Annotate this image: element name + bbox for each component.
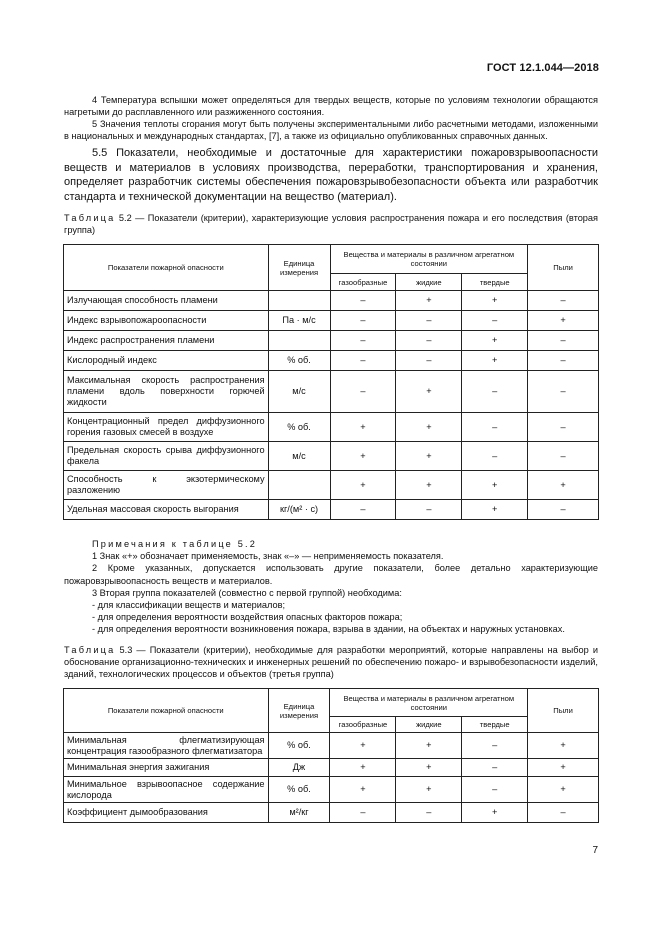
header-dust: Пыли <box>528 689 599 733</box>
unit-cell <box>268 291 330 311</box>
note-3-item: - для определения вероятности возникновения пожара, взрыва в здании, на объектах и наружных установках. <box>92 624 565 635</box>
paragraph-5-5: 5.5 Показатели, необходимые и достаточные для характеристики пожаровзрывоопасности веществ и материалов в условиях производства, переработки, транспортирования и хранения, определяет разработчик системы обеспечения пожаровзрывобезопасности объекта или разработчик стандарта и технической документации на вещество (материал). <box>64 147 598 203</box>
value-cell: + <box>330 733 396 759</box>
value-cell: + <box>330 759 396 777</box>
caption-text: 5.2 — Показатели (критерии), характеризующие условия распространения пожара и его последствия (вторая группа) <box>64 213 598 235</box>
value-cell: – <box>528 442 599 471</box>
value-cell: + <box>528 777 599 803</box>
note-4: 4 Температура вспышки может определяться для твердых веществ, которые по условиям технологии обращаются нагретыми до расплавленного или разжиженного состояния. <box>64 95 598 118</box>
indicator-cell: Концентрационный предел диффузионного горения газовых смесей в воздухе <box>64 413 269 442</box>
table-row <box>64 351 599 371</box>
header-indicator: Показатели пожарной опасности <box>64 245 269 291</box>
unit-cell <box>268 331 330 351</box>
indicator-cell: Минимальное взрывоопасное содержание кислорода <box>64 777 269 803</box>
value-cell: + <box>528 733 599 759</box>
table-5-2-caption <box>64 212 598 236</box>
table-row <box>64 311 599 331</box>
document-header: ГОСТ 12.1.044—2018 <box>486 62 599 74</box>
value-cell: – <box>528 500 599 520</box>
table-5-2 <box>63 244 599 520</box>
note-3-item: - для определения вероятности воздействия опасных факторов пожара; <box>92 612 403 623</box>
header-indicator: Показатели пожарной опасности <box>64 689 269 733</box>
value-cell: + <box>330 413 396 442</box>
value-cell: + <box>462 351 528 371</box>
header-solid: твердые <box>462 717 528 733</box>
unit-cell: м/с <box>268 371 330 413</box>
value-cell: + <box>462 803 528 823</box>
value-cell: + <box>528 311 599 331</box>
value-cell: – <box>330 331 396 351</box>
value-cell: – <box>330 803 396 823</box>
unit-cell: % об. <box>268 413 330 442</box>
indicator-cell: Излучающая способность пламени <box>64 291 269 311</box>
value-cell: – <box>462 733 528 759</box>
value-cell: – <box>462 759 528 777</box>
notes-5-2 <box>64 538 598 636</box>
value-cell: – <box>462 413 528 442</box>
value-cell: – <box>330 351 396 371</box>
unit-cell: м²/кг <box>268 803 330 823</box>
note-3-item: - для классификации веществ и материалов; <box>92 600 286 611</box>
value-cell: – <box>462 777 528 803</box>
notes-title: Примечания к таблице 5.2 <box>92 539 258 549</box>
value-cell: + <box>528 471 599 500</box>
header-dust: Пыли <box>528 245 599 291</box>
header-gas: газообразные <box>330 274 396 291</box>
indicator-cell: Минимальная энергия зажигания <box>64 759 269 777</box>
table-row <box>64 500 599 520</box>
value-cell: – <box>396 500 462 520</box>
unit-cell: % об. <box>268 733 330 759</box>
caption-label: Таблица <box>64 645 116 655</box>
indicator-cell: Индекс распространения пламени <box>64 331 269 351</box>
header-unit: Единица измерения <box>268 245 330 291</box>
value-cell: – <box>462 311 528 331</box>
indicator-cell: Минимальная флегматизирующая концентрация газообразного флегматизатора <box>64 733 269 759</box>
unit-cell <box>268 471 330 500</box>
note-5: 5 Значения теплоты сгорания могут быть получены экспериментальными либо расчетными методами, изложенными в национальных и международных стандартах, [7], а также из официально опубликованных справочных данных. <box>64 119 598 142</box>
value-cell: – <box>528 413 599 442</box>
value-cell: – <box>528 331 599 351</box>
value-cell: + <box>396 733 462 759</box>
value-cell: – <box>528 291 599 311</box>
value-cell: – <box>330 311 396 331</box>
note-3: 3 Вторая группа показателей (совместно с первой группой) необходима: <box>92 587 402 598</box>
unit-cell: м/с <box>268 442 330 471</box>
indicator-cell: Коэффициент дымообразования <box>64 803 269 823</box>
header-solid: твердые <box>462 274 528 291</box>
indicator-cell: Индекс взрывопожароопасности <box>64 311 269 331</box>
value-cell: – <box>528 351 599 371</box>
unit-cell: % об. <box>268 351 330 371</box>
value-cell: – <box>528 803 599 823</box>
value-cell: + <box>396 291 462 311</box>
value-cell: – <box>396 351 462 371</box>
value-cell: – <box>396 331 462 351</box>
value-cell: + <box>396 759 462 777</box>
value-cell: + <box>330 442 396 471</box>
value-cell: – <box>330 371 396 413</box>
table-5-3-caption <box>64 644 598 680</box>
table-row <box>64 371 599 413</box>
unit-cell: Па · м/с <box>268 311 330 331</box>
value-cell: + <box>330 471 396 500</box>
value-cell: – <box>396 311 462 331</box>
unit-cell: кг/(м² · с) <box>268 500 330 520</box>
table-row <box>64 331 599 351</box>
value-cell: – <box>462 442 528 471</box>
value-cell: + <box>528 759 599 777</box>
table-row <box>64 471 599 500</box>
value-cell: + <box>396 777 462 803</box>
value-cell: – <box>528 371 599 413</box>
table-row <box>64 733 599 759</box>
value-cell: – <box>396 803 462 823</box>
value-cell: – <box>330 291 396 311</box>
table-row <box>64 777 599 803</box>
caption-label: Таблица <box>64 213 116 223</box>
table-row <box>64 442 599 471</box>
value-cell: – <box>462 371 528 413</box>
header-unit: Единица измерения <box>268 689 330 733</box>
indicator-cell: Предельная скорость срыва диффузионного факела <box>64 442 269 471</box>
header-group: Вещества и материалы в различном агрегатном состоянии <box>330 245 528 274</box>
header-liquid: жидкие <box>396 717 462 733</box>
table-5-3 <box>63 688 599 823</box>
table-row <box>64 759 599 777</box>
value-cell: + <box>330 777 396 803</box>
page-number: 7 <box>592 845 598 856</box>
table-row <box>64 291 599 311</box>
indicator-cell: Удельная массовая скорость выгорания <box>64 500 269 520</box>
table-row <box>64 803 599 823</box>
header-group: Вещества и материалы в различном агрегатном состоянии <box>330 689 528 717</box>
value-cell: + <box>462 291 528 311</box>
value-cell: – <box>330 500 396 520</box>
value-cell: + <box>462 500 528 520</box>
header-gas: газообразные <box>330 717 396 733</box>
unit-cell: Дж <box>268 759 330 777</box>
indicator-cell: Максимальная скорость распространения пламени вдоль поверхности горючей жидкости <box>64 371 269 413</box>
caption-text: 5.3 — Показатели (критерии), необходимые для разработки мероприятий, которые направлены на выбор и обоснование организационно-технических и инженерных решений по обеспечению пожаро- и взрывобезопасности изделий, зданий, технологических процессов и объектов (третья группа) <box>64 645 598 679</box>
value-cell: + <box>462 331 528 351</box>
note-1: 1 Знак «+» обозначает применяемость, знак «–» — неприменяемость показателя. <box>92 551 444 562</box>
value-cell: + <box>396 371 462 413</box>
note-2: 2 Кроме указанных, допускается использовать другие показатели, более детально характеризующие пожаровзрывоопасность веществ и материалов. <box>64 563 598 586</box>
value-cell: + <box>396 471 462 500</box>
indicator-cell: Способность к экзотермическому разложению <box>64 471 269 500</box>
header-liquid: жидкие <box>396 274 462 291</box>
table-row <box>64 413 599 442</box>
unit-cell: % об. <box>268 777 330 803</box>
indicator-cell: Кислородный индекс <box>64 351 269 371</box>
value-cell: + <box>396 413 462 442</box>
value-cell: + <box>462 471 528 500</box>
value-cell: + <box>396 442 462 471</box>
